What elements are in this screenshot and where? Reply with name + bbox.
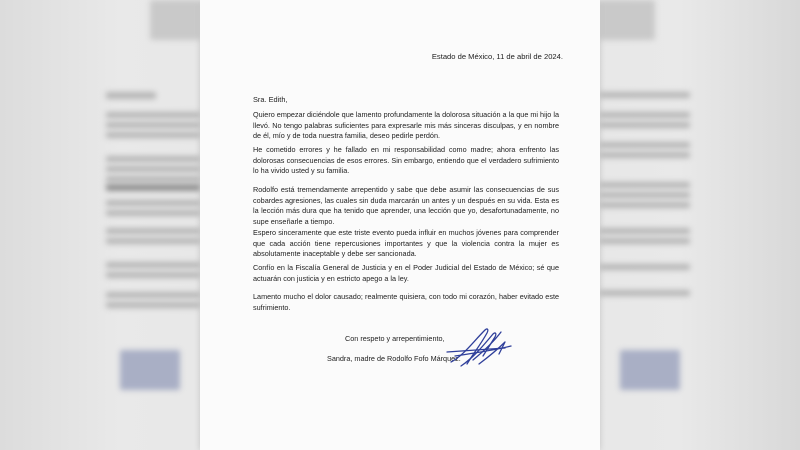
letter-signer: Sandra, madre de Rodolfo Fofo Márquez. (327, 354, 461, 363)
letter-sheet (200, 0, 600, 450)
letter-paragraph: He cometido errores y he fallado en mi responsabilidad como madre; ahora enfrento las dolorosas consecuencias de esos errores. Sin embargo, entiendo que el verdadero sufrimiento lo ha vivido usted y su familia. (253, 145, 559, 176)
letter-salutation: Sra. Edith, (253, 95, 288, 104)
letter-closing: Con respeto y arrepentimiento, (345, 334, 445, 343)
letter-paragraph: Espero sinceramente que este triste evento pueda influir en muchos jóvenes para comprender que cada acción tiene repercusiones importantes y que la violencia contra la mujer es absolutamente inaceptable y debe ser sancionada. (253, 228, 559, 259)
handwritten-signature (443, 320, 523, 380)
letter-paragraph: Confío en la Fiscalía General de Justicia y en el Poder Judicial del Estado de México; sé que actuarán con justicia y en estricto apego a la ley. (253, 263, 559, 283)
letter-paragraph: Lamento mucho el dolor causado; realmente quisiera, con todo mi corazón, haber evitado este sufrimiento. (253, 292, 559, 312)
letter-paragraph: Rodolfo está tremendamente arrepentido y sabe que debe asumir las consecuencias de sus cobardes agresiones, las cuales sin duda marcarán un antes y un después en su vida. Esta es la lección más dura que ha tenido que aprender, una lección que yo, desafortunadamente, no supe enseñarle a tiempo. (253, 185, 559, 226)
letter-paragraph: Quiero empezar diciéndole que lamento profundamente la dolorosa situación a la que mi hijo la llevó. No tengo palabras suficientes para expresarle mis más sinceras disculpas, y en nombre de él, mío y de toda nuestra familia, deseo pedirle perdón. (253, 110, 559, 141)
letter-date: Estado de México, 11 de abril de 2024. (431, 52, 563, 61)
